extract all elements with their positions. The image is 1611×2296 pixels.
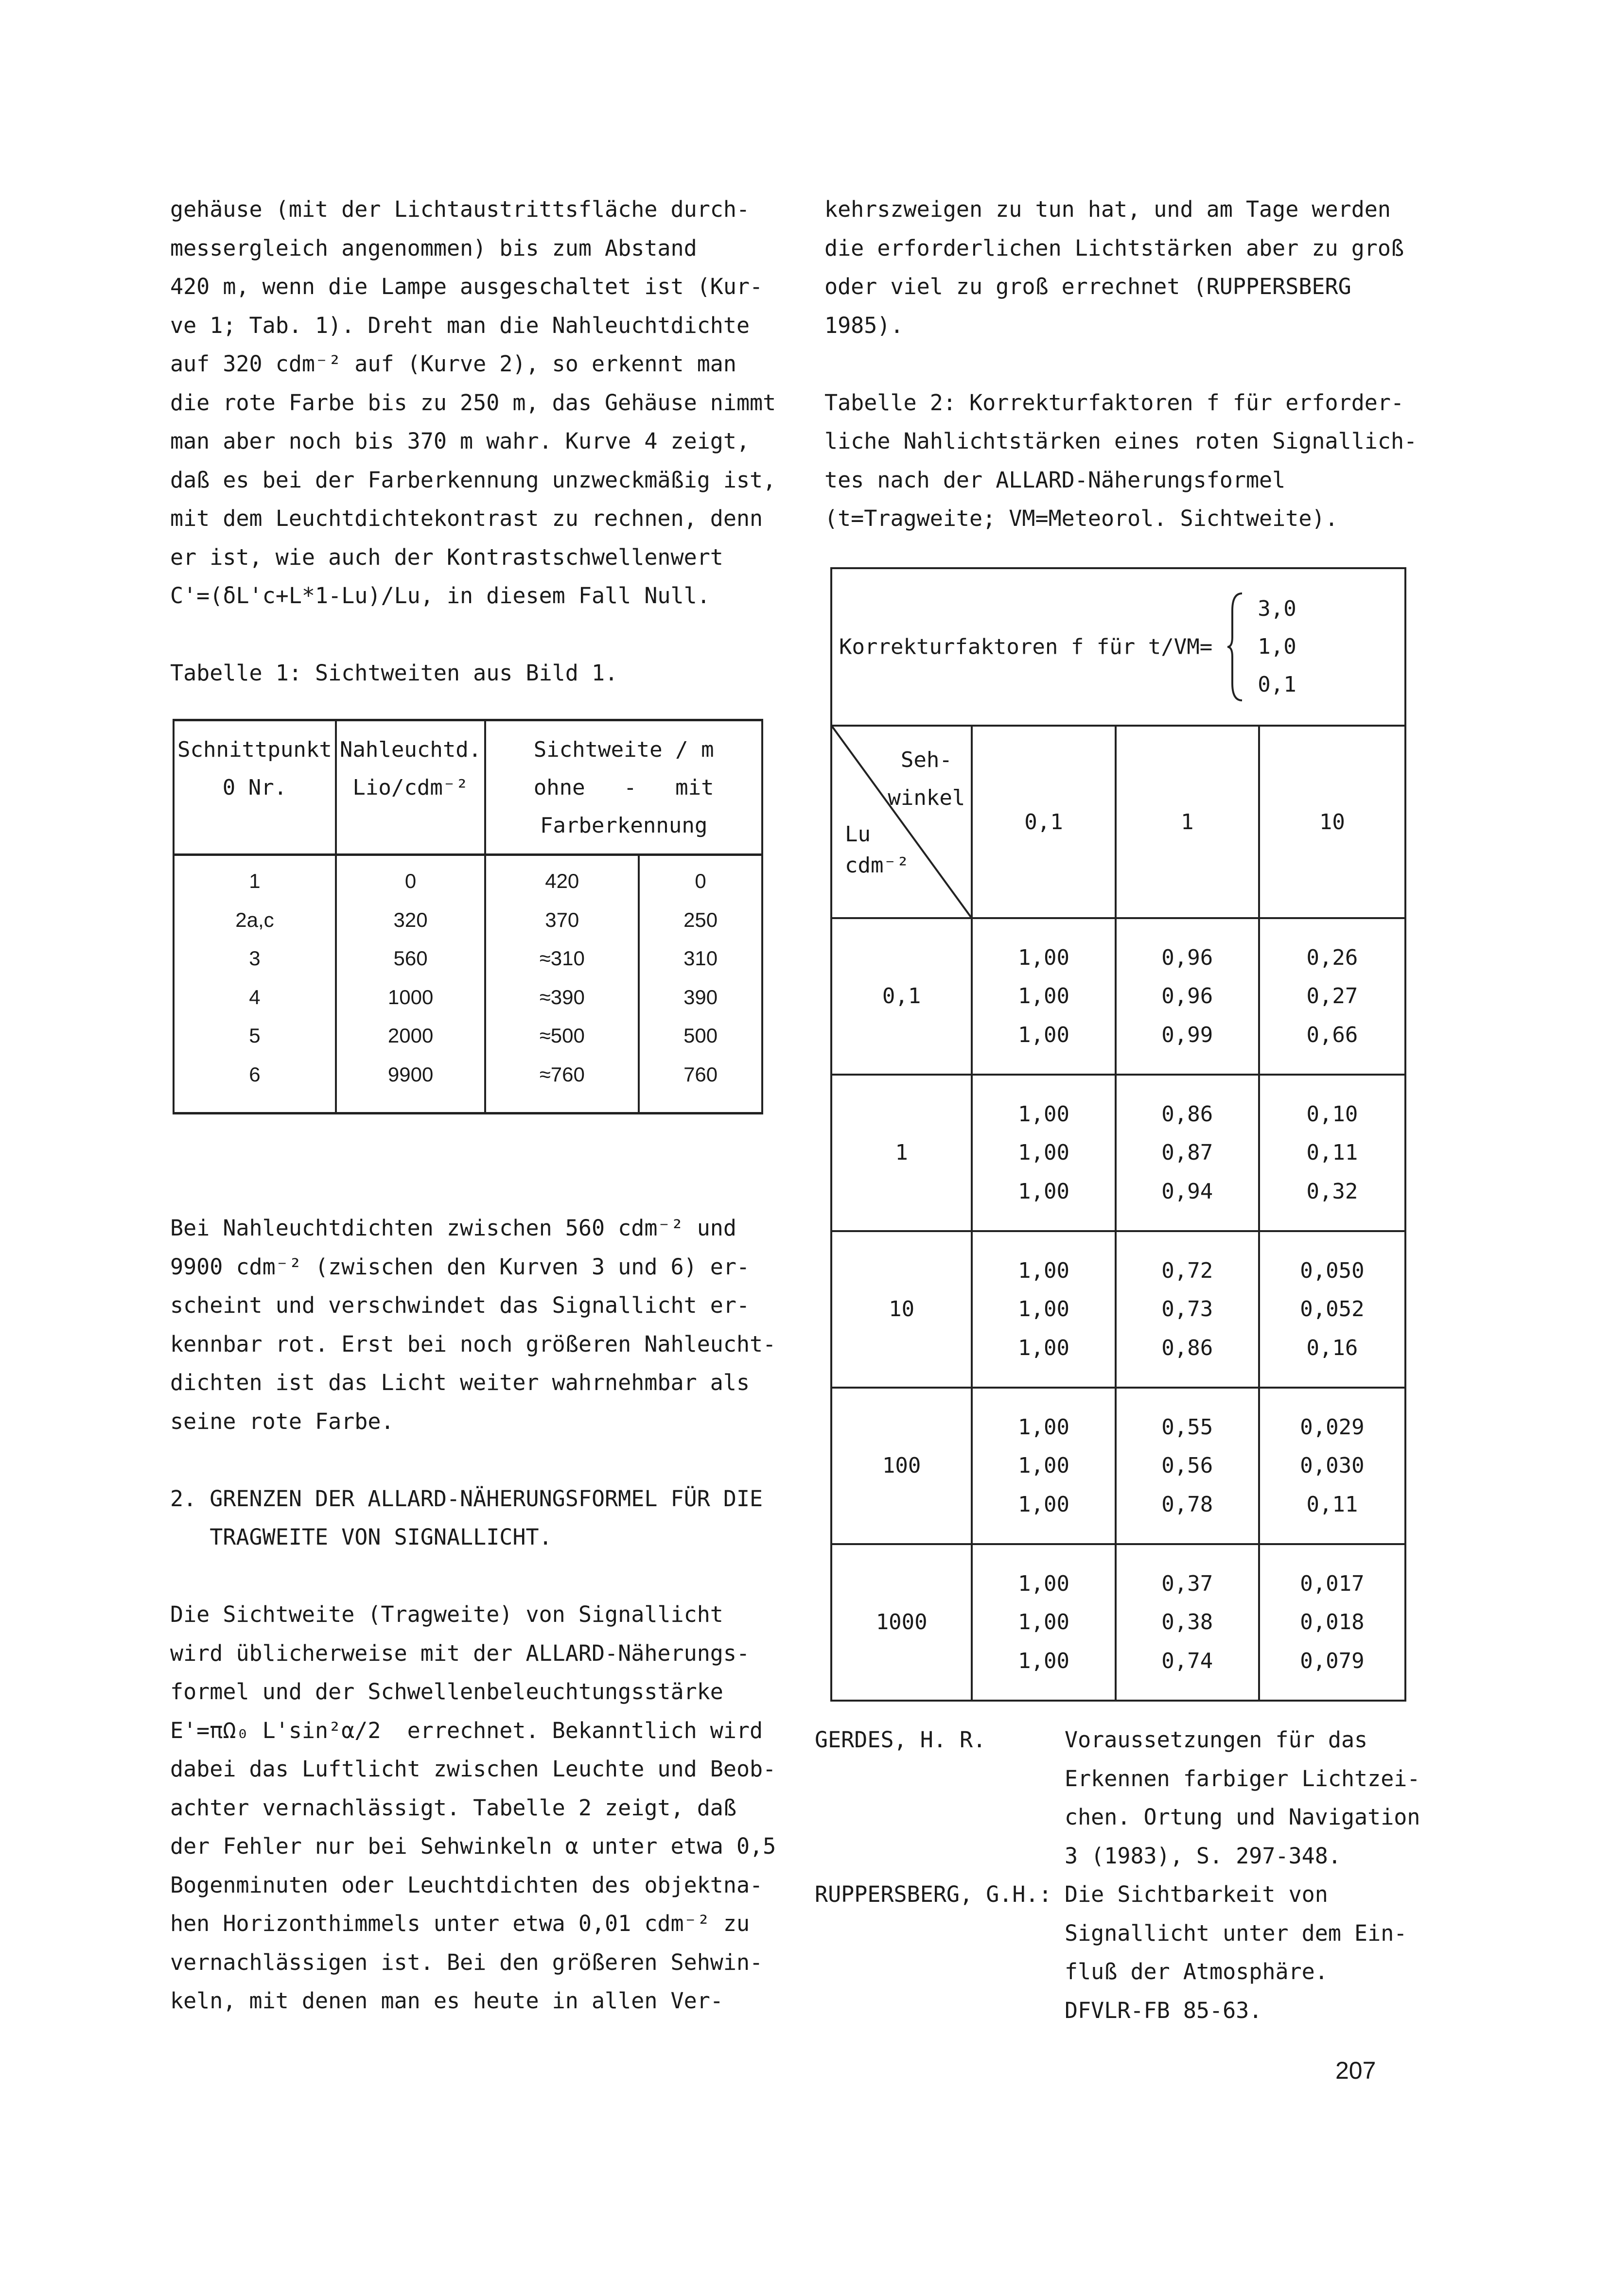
lu-value: 1000 bbox=[831, 1544, 972, 1701]
diag-top-label: Seh- winkel bbox=[888, 748, 965, 810]
page-number: 207 bbox=[1335, 2057, 1376, 2084]
text-line: 9900 cdm⁻² (zwischen den Kurven 3 und 6) er- bbox=[170, 1253, 750, 1280]
lu-value: 1 bbox=[831, 1075, 972, 1231]
table2-header-values: 3,0 1,0 0,1 bbox=[1258, 596, 1296, 697]
text-line: mit dem Leuchtdichtekontrast zu rechnen, denn bbox=[170, 505, 763, 531]
table2-col-header: 0,1 bbox=[972, 726, 1115, 918]
value-cell: 0,017 0,018 0,079 bbox=[1259, 1544, 1405, 1701]
lu-value: 0,1 bbox=[831, 918, 972, 1075]
section-heading: 2. GRENZEN DER ALLARD-NÄHERUNGSFORMEL FÜR DIE TRAGWEITE VON SIGNALLICHT. bbox=[170, 1485, 763, 1550]
text-line: die rote Farbe bis zu 250 m, das Gehäuse nimmt bbox=[170, 389, 776, 416]
reference-text-2: Die Sichtbarkeit von Signallicht unter dem Ein- fluß der Atmosphäre. DFVLR-FB 85-63. bbox=[1065, 1881, 1407, 2023]
value-cell: 0,029 0,030 0,11 bbox=[1259, 1388, 1405, 1544]
text-line: die erforderlichen Lichtstärken aber zu groß bbox=[824, 235, 1404, 261]
text-line: Bei Nahleuchtdichten zwischen 560 cdm⁻² und bbox=[170, 1215, 736, 1241]
text-line: 1985). bbox=[824, 312, 904, 338]
value-cell: 1,00 1,00 1,00 bbox=[972, 918, 1115, 1075]
value-cell: 0,26 0,27 0,66 bbox=[1259, 918, 1405, 1075]
table2-col-header: 1 bbox=[1116, 726, 1259, 918]
table-1 bbox=[173, 719, 763, 1114]
text-line: oder viel zu groß errechnet (RUPPERSBERG bbox=[824, 274, 1351, 299]
text-line: er ist, wie auch der Kontrastschwellenwert bbox=[170, 544, 723, 570]
lu-value: 100 bbox=[831, 1388, 972, 1544]
reference-author-1: GERDES, H. R. bbox=[815, 1727, 986, 1753]
text-line: daß es bei der Farberkennung unzweckmäßig ist, bbox=[170, 467, 776, 493]
text-line: 420 m, wenn die Lampe ausgeschaltet ist (Kur- bbox=[170, 274, 763, 299]
text-line: scheint und verschwindet das Signallicht er- bbox=[170, 1292, 750, 1318]
table2-header bbox=[831, 568, 1405, 726]
text-line: E'=πΩ₀ L'sin²α/2 errechnet. Bekanntlich wird bbox=[170, 1717, 763, 1743]
value-cell: 0,37 0,38 0,74 bbox=[1116, 1544, 1259, 1701]
text-line: der Fehler nur bei Sehwinkeln α unter etwa 0,5 bbox=[170, 1833, 776, 1859]
table1-header-nahleuchtdichte: Nahleuchtd. Lio/cdm⁻² bbox=[336, 720, 485, 855]
text-line: C'=(δL'c+L*1-Lu)/Lu, in diesem Fall Null. bbox=[170, 583, 710, 609]
text-line: ve 1; Tab. 1). Dreht man die Nahleuchtdichte bbox=[170, 312, 750, 338]
paragraph-3 bbox=[170, 1595, 778, 2020]
text-line: hen Horizonthimmels unter etwa 0,01 cdm⁻² zu bbox=[170, 1911, 750, 1936]
diag-bottom-label: Lu cdm⁻² bbox=[845, 822, 910, 878]
text-line: Die Sichtweite (Tragweite) von Signallicht bbox=[170, 1601, 723, 1627]
text-line: dichten ist das Licht weiter wahrnehmbar als bbox=[170, 1370, 750, 1395]
value-cell: 1,00 1,00 1,00 bbox=[972, 1388, 1115, 1544]
value-cell: 0,86 0,87 0,94 bbox=[1116, 1075, 1259, 1231]
text-line: dabei das Luftlicht zwischen Leuchte und Beob- bbox=[170, 1756, 776, 1782]
text-line: man aber noch bis 370 m wahr. Kurve 4 zeigt, bbox=[170, 428, 750, 454]
text-line: auf 320 cdm⁻² auf (Kurve 2), so erkennt man bbox=[170, 351, 736, 377]
right-column bbox=[824, 190, 1432, 538]
table-row: 5 2000 ≈500 500 bbox=[174, 1016, 762, 1055]
text-line: wird üblicherweise mit der ALLARD-Näherungs- bbox=[170, 1640, 750, 1666]
text-line: kehrszweigen zu tun hat, und am Tage werden bbox=[824, 196, 1391, 222]
text-line: kennbar rot. Erst bei noch größeren Nahleucht- bbox=[170, 1331, 776, 1357]
value-cell: 0,10 0,11 0,32 bbox=[1259, 1075, 1405, 1231]
table2-col-header: 10 bbox=[1259, 726, 1405, 918]
text-line: Bogenminuten oder Leuchtdichten des objektna- bbox=[170, 1872, 763, 1898]
table2-caption: Tabelle 2: Korrekturfaktoren f für erforder- liche Nahlichtstärken eines roten Signallich- tes nach der ALLARD-Näherungsformel (t=Tragweite; VM=Meteorol. Sichtweite). bbox=[824, 389, 1418, 531]
text-line: gehäuse (mit der Lichtaustrittsfläche durch- bbox=[170, 196, 750, 222]
text-line: formel und der Schwellenbeleuchtungsstärke bbox=[170, 1679, 723, 1705]
table-row: 6 9900 ≈760 760 bbox=[174, 1055, 762, 1113]
table-row bbox=[831, 918, 1405, 1075]
table-row bbox=[831, 1075, 1405, 1231]
text-line: keln, mit denen man es heute in allen Ver- bbox=[170, 1988, 723, 2014]
reference-text-1: Voraussetzungen für das Erkennen farbiger Lichtzei- chen. Ortung und Navigation 3 (1983), S. 297-348. bbox=[1065, 1727, 1420, 1869]
table1-header-schnittpunkt: Schnittpunkt 0 Nr. bbox=[174, 720, 336, 855]
reference-author-2: RUPPERSBERG, G.H.: bbox=[815, 1881, 1052, 1907]
left-column-lower bbox=[170, 1209, 778, 2020]
table-2 bbox=[830, 567, 1406, 1702]
text-line: seine rote Farbe. bbox=[170, 1408, 394, 1434]
table-row bbox=[831, 1388, 1405, 1544]
value-cell: 1,00 1,00 1,00 bbox=[972, 1075, 1115, 1231]
text-line: achter vernachlässigt. Tabelle 2 zeigt, daß bbox=[170, 1794, 736, 1821]
value-cell: 0,72 0,73 0,86 bbox=[1116, 1231, 1259, 1388]
table-row bbox=[831, 1544, 1405, 1701]
text-line: messergleich angenommen) bis zum Abstand bbox=[170, 235, 697, 261]
table-row: 3 560 ≈310 310 bbox=[174, 939, 762, 978]
paragraph-right-1 bbox=[824, 190, 1432, 345]
value-cell: 1,00 1,00 1,00 bbox=[972, 1231, 1115, 1388]
table-row bbox=[831, 1231, 1405, 1388]
left-column bbox=[170, 190, 778, 693]
value-cell: 1,00 1,00 1,00 bbox=[972, 1544, 1115, 1701]
lu-value: 10 bbox=[831, 1231, 972, 1388]
table-row: 2a,c 320 370 250 bbox=[174, 901, 762, 939]
value-cell: 0,96 0,96 0,99 bbox=[1116, 918, 1259, 1075]
value-cell: 0,55 0,56 0,78 bbox=[1116, 1388, 1259, 1544]
paragraph-2 bbox=[170, 1209, 778, 1441]
text-line: vernachlässigen ist. Bei den größeren Sehwin- bbox=[170, 1949, 763, 1975]
table-row: 1 0 420 0 bbox=[174, 855, 762, 901]
table2-header-label: Korrekturfaktoren f für t/VM= bbox=[839, 634, 1213, 660]
table2-diagonal-cell bbox=[831, 726, 972, 918]
table-row: 4 1000 ≈390 390 bbox=[174, 978, 762, 1017]
curly-brace-icon bbox=[1226, 591, 1245, 703]
table1-caption: Tabelle 1: Sichtweiten aus Bild 1. bbox=[170, 660, 618, 686]
table1-header-sichtweite: Sichtweite / m ohne - mit Farberkennung bbox=[485, 720, 762, 855]
value-cell: 0,050 0,052 0,16 bbox=[1259, 1231, 1405, 1388]
paragraph-1 bbox=[170, 190, 778, 615]
